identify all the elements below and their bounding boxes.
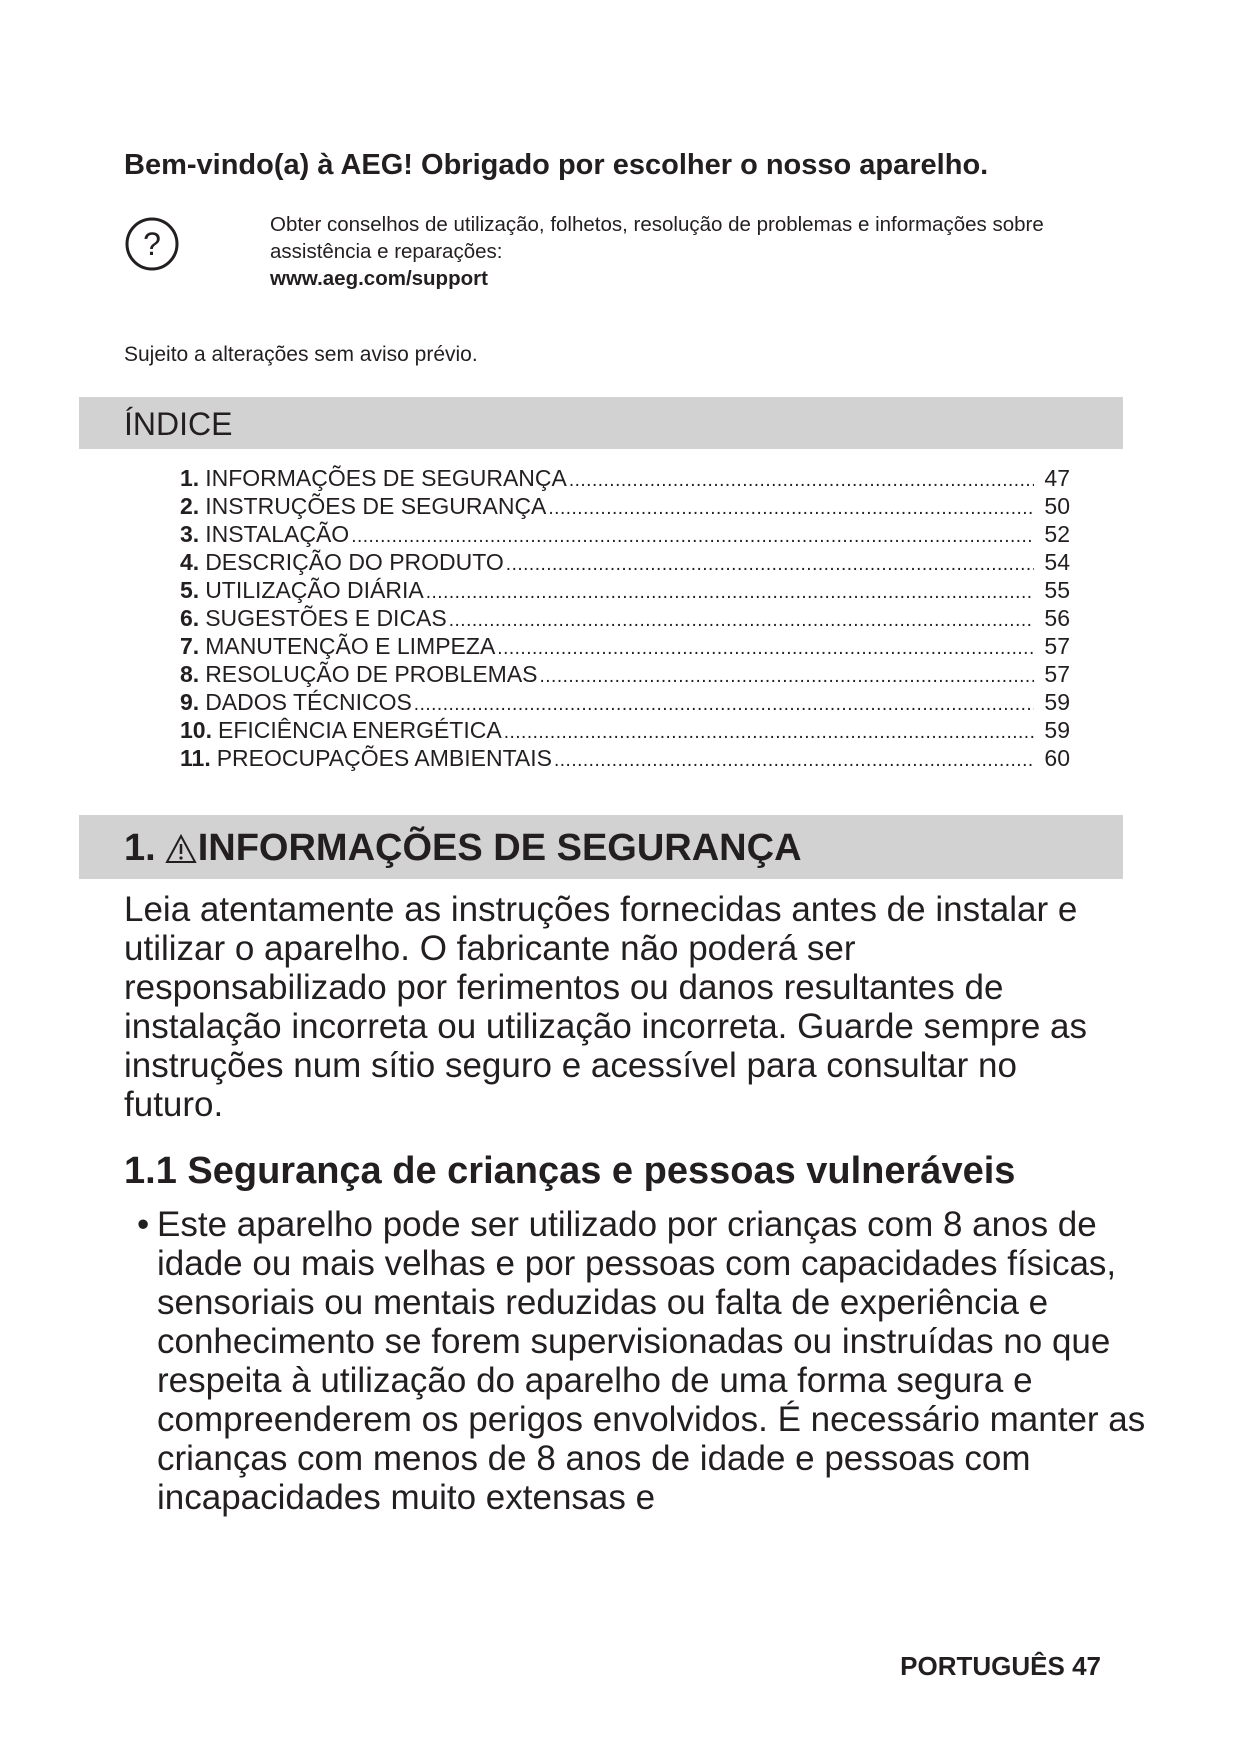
toc-item-label: DESCRIÇÃO DO PRODUTO <box>205 549 504 575</box>
toc-leader-dots <box>414 688 1034 719</box>
toc-item-label: RESOLUÇÃO DE PROBLEMAS <box>205 661 538 687</box>
toc-item-page: 52 <box>1044 521 1070 547</box>
toc-item[interactable] <box>180 632 1070 660</box>
safety-intro-paragraph: Leia atentamente as instruções fornecidas antes de instalar e utilizar o aparelho. O fabricante não poderá ser responsabilizado por ferimentos ou danos resultantes de instalação incorreta ou utilização incorreta. Guarde sempre as instruções num sítio seguro e acessível para consultar no futuro. <box>124 890 1087 1124</box>
toc-item[interactable] <box>180 716 1070 744</box>
support-info <box>270 211 1130 292</box>
toc-leader-dots <box>554 744 1034 775</box>
welcome-title: Bem-vindo(a) à AEG! Obrigado por escolher o nosso aparelho. <box>124 149 989 181</box>
bullet-marker: • <box>137 1205 150 1244</box>
toc-item-page: 57 <box>1044 661 1070 687</box>
toc-item-label: MANUTENÇÃO E LIMPEZA <box>205 633 496 659</box>
toc-item-number: 5. <box>180 577 200 603</box>
toc-item-page: 56 <box>1044 605 1070 631</box>
toc-item-number: 10. <box>180 717 212 743</box>
change-notice: Sujeito a alterações sem aviso prévio. <box>124 343 478 366</box>
toc-leader-dots <box>351 520 1034 551</box>
toc-leader-dots <box>504 716 1034 747</box>
toc-header <box>79 397 1123 449</box>
bullet-text: Este aparelho pode ser utilizado por crianças com 8 anos de idade ou mais velhas e por pessoas com capacidades físicas, sensoriais ou mentais reduzidas ou falta de experiência e conhecimento se forem supervisionadas ou instruídas no que respeita à utilização do aparelho de uma forma segura e compreenderem os perigos envolvidos. É necessário manter as crianças com menos de 8 anos de idade e pessoas com incapacidades muito extensas e <box>157 1205 1146 1517</box>
toc-item[interactable] <box>180 688 1070 716</box>
subsection-title: 1.1 Segurança de crianças e pessoas vulneráveis <box>124 1150 1016 1192</box>
toc-item-page: 60 <box>1044 745 1070 771</box>
table-of-contents <box>180 464 1070 772</box>
toc-item-number: 11. <box>180 745 211 771</box>
support-link[interactable]: www.aeg.com/support <box>270 267 488 290</box>
toc-item-label: EFICIÊNCIA ENERGÉTICA <box>217 717 502 743</box>
toc-leader-dots <box>569 464 1034 495</box>
toc-item-number: 2. <box>180 493 200 519</box>
toc-item-number: 6. <box>180 605 200 631</box>
toc-item-number: 4. <box>180 549 200 575</box>
toc-item-label: PREOCUPAÇÕES AMBIENTAIS <box>216 745 552 771</box>
toc-item[interactable] <box>180 604 1070 632</box>
toc-item[interactable] <box>180 660 1070 688</box>
toc-item-page: 59 <box>1044 717 1070 743</box>
warning-triangle-icon <box>164 833 198 865</box>
section-number: 1. <box>124 827 156 869</box>
toc-item-number: 1. <box>180 465 200 491</box>
toc-item-label: UTILIZAÇÃO DIÁRIA <box>205 577 424 603</box>
toc-leader-dots <box>426 576 1034 607</box>
section-title-text: INFORMAÇÕES DE SEGURANÇA <box>197 827 802 869</box>
toc-title: ÍNDICE <box>124 406 233 442</box>
toc-item-number: 3. <box>180 521 200 547</box>
toc-item-page: 57 <box>1044 633 1070 659</box>
toc-item-label: INSTALAÇÃO <box>205 521 350 547</box>
question-circle-icon <box>124 216 180 272</box>
toc-leader-dots <box>449 604 1034 635</box>
section-title <box>124 827 802 870</box>
toc-item-page: 47 <box>1044 465 1070 491</box>
toc-item-label: DADOS TÉCNICOS <box>205 689 412 715</box>
toc-leader-dots <box>540 660 1035 691</box>
toc-item-number: 7. <box>180 633 200 659</box>
toc-item[interactable] <box>180 744 1070 772</box>
toc-item-page: 54 <box>1044 549 1070 575</box>
toc-item[interactable] <box>180 576 1070 604</box>
toc-item[interactable] <box>180 492 1070 520</box>
page-footer: PORTUGUÊS 47 <box>900 1651 1101 1681</box>
toc-item-label: INFORMAÇÕES DE SEGURANÇA <box>205 465 567 491</box>
toc-item-label: SUGESTÕES E DICAS <box>205 605 447 631</box>
toc-item[interactable] <box>180 464 1070 492</box>
toc-item-label: INSTRUÇÕES DE SEGURANÇA <box>205 493 547 519</box>
toc-leader-dots <box>506 548 1034 579</box>
toc-leader-dots <box>497 632 1034 663</box>
toc-item[interactable] <box>180 520 1070 548</box>
svg-text:?: ? <box>143 226 161 262</box>
bullet-paragraph <box>124 1205 1157 1517</box>
toc-item-number: 8. <box>180 661 200 687</box>
toc-item[interactable] <box>180 548 1070 576</box>
section-header <box>79 815 1123 879</box>
toc-item-page: 55 <box>1044 577 1070 603</box>
toc-item-page: 50 <box>1044 493 1070 519</box>
toc-item-page: 59 <box>1044 689 1070 715</box>
support-description: Obter conselhos de utilização, folhetos, resolução de problemas e informações sobre assistência e reparações: <box>270 213 1044 263</box>
toc-leader-dots <box>548 492 1034 523</box>
toc-item-number: 9. <box>180 689 200 715</box>
